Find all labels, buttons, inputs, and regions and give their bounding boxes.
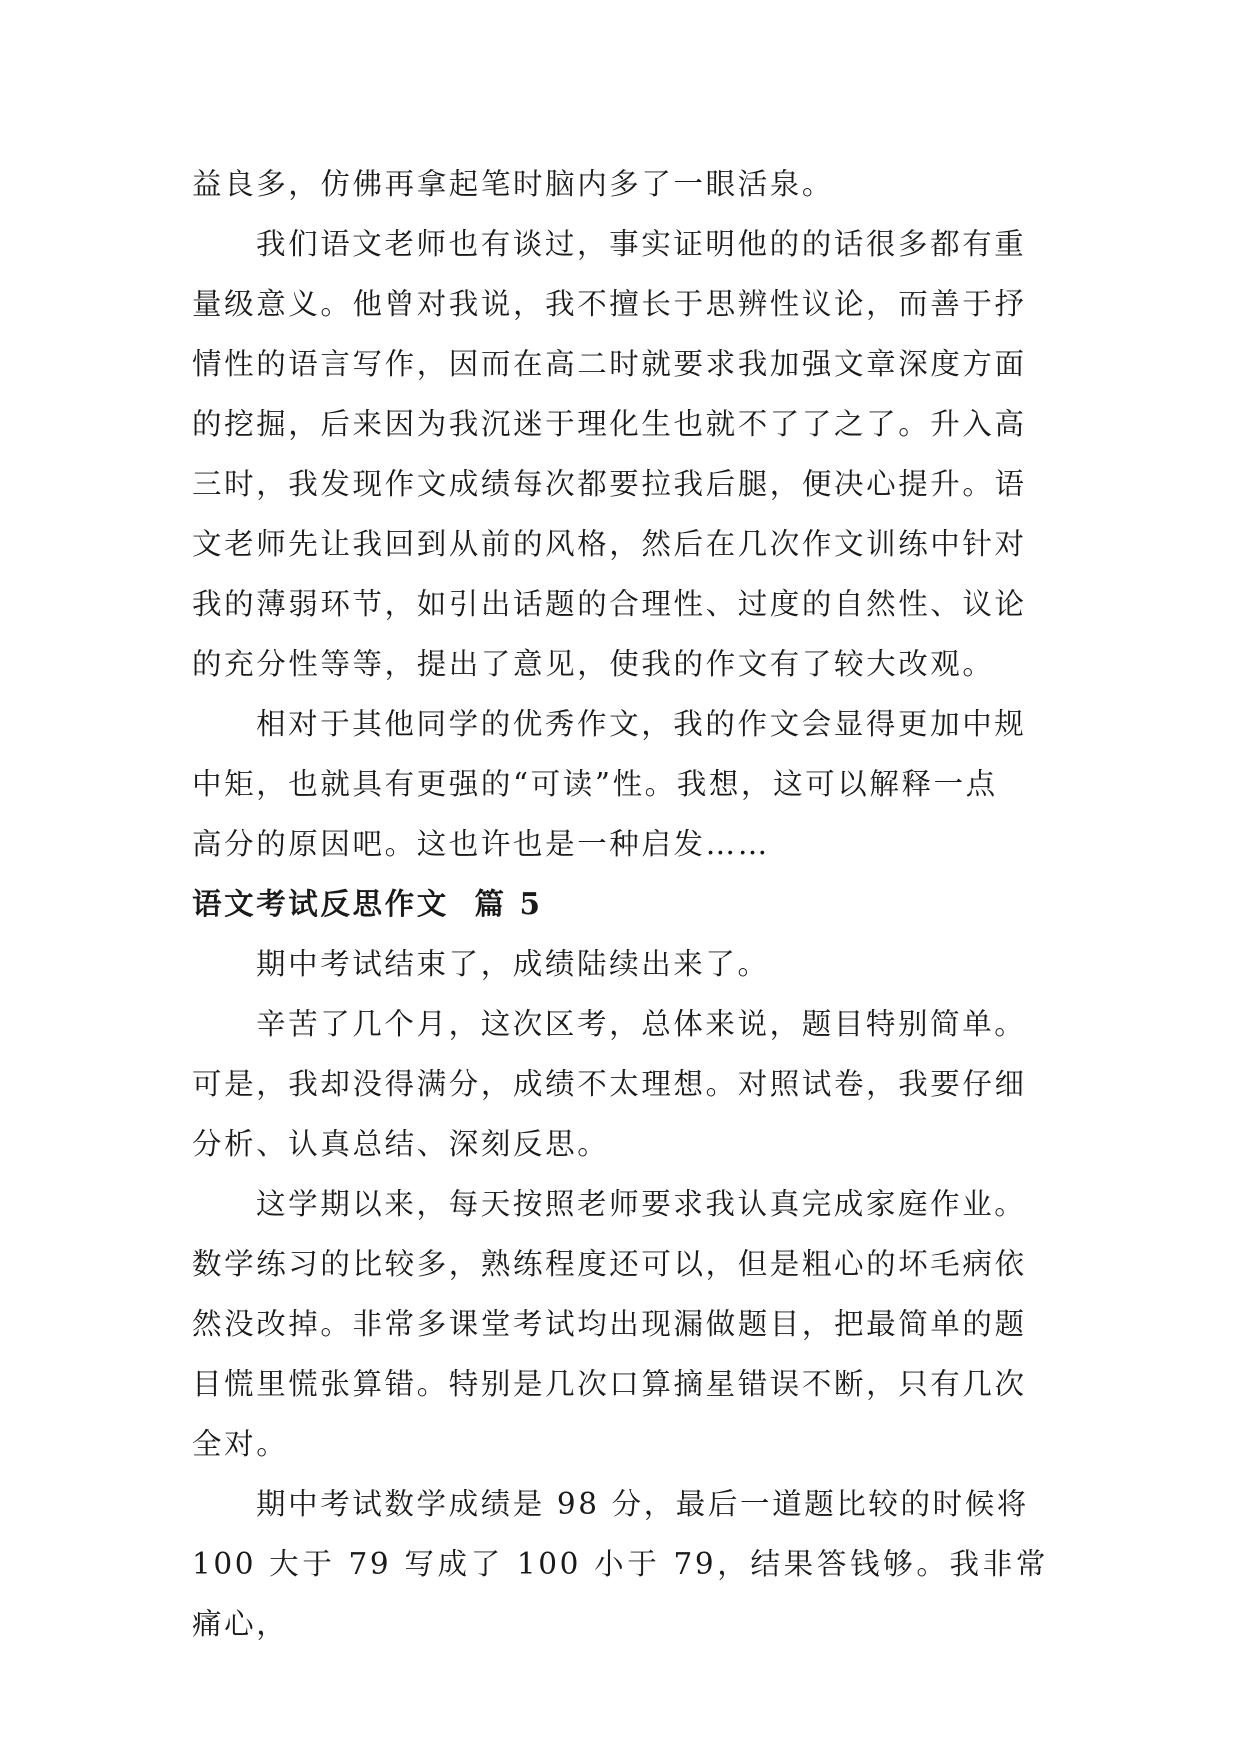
text-line: 益良多，仿佛再拿起笔时脑内多了一眼活泉。 — [192, 167, 835, 201]
text-line: 目慌里慌张算错。特别是几次口算摘星错误不断，只有几次 — [192, 1367, 1027, 1401]
text-line: 情性的语言写作，因而在高二时就要求我加强文章深度方面 — [192, 347, 1027, 381]
text-line: 相对于其他同学的优秀作文，我的作文会显得更加中规 — [256, 707, 1027, 741]
text-line: 分析、认真总结、深刻反思。 — [192, 1127, 610, 1161]
text-line: 文老师先让我回到从前的风格，然后在几次作文训练中针对 — [192, 527, 1027, 561]
text-line: 量级意义。他曾对我说，我不擅长于思辨性议论，而善于抒 — [192, 287, 1027, 321]
text-line: 辛苦了几个月，这次区考，总体来说，题目特别简单。 — [256, 1007, 1027, 1041]
paragraph-math-score — [192, 1474, 1048, 1654]
paragraph-readability — [192, 694, 1048, 874]
text-line: 的挖掘，后来因为我沉迷于理化生也就不了了之了。升入高 — [192, 407, 1027, 441]
text-line: 然没改掉。非常多课堂考试均出现漏做题目，把最简单的题 — [192, 1307, 1027, 1341]
paragraph-continuation — [192, 154, 1048, 214]
paragraph-exam-summary — [192, 994, 1048, 1174]
text-line: 100 大于 79 写成了 100 小于 79，结果答钱够。我非常痛心， — [192, 1547, 1048, 1641]
paragraph-teacher-advice — [192, 214, 1048, 694]
text-line: 三时，我发现作文成绩每次都要拉我后腿，便决心提升。语 — [192, 467, 1027, 501]
document-body — [192, 154, 1048, 1654]
text-line: 的充分性等等，提出了意见，使我的作文有了较大改观。 — [192, 647, 995, 681]
paragraph-homework — [192, 1174, 1048, 1474]
text-line: 数学练习的比较多，熟练程度还可以，但是粗心的坏毛病依 — [192, 1247, 1027, 1281]
text-line: 高分的原因吧。这也许也是一种启发…… — [192, 827, 770, 861]
text-line: 期中考试数学成绩是 98 分，最后一道题比较的时候将 — [256, 1487, 1029, 1521]
text-line: 期中考试结束了，成绩陆续出来了。 — [256, 947, 770, 981]
text-line: 这学期以来，每天按照老师要求我认真完成家庭作业。 — [256, 1187, 1027, 1221]
paragraph-exam-ended — [192, 934, 1048, 994]
section-heading: 语文考试反思作文 篇 5 — [192, 886, 543, 921]
text-line: 我的薄弱环节，如引出话题的合理性、过度的自然性、议论 — [192, 587, 1027, 621]
text-line: 可是，我却没得满分，成绩不太理想。对照试卷，我要仔细 — [192, 1067, 1027, 1101]
text-line: 我们语文老师也有谈过，事实证明他的的话很多都有重 — [256, 227, 1027, 261]
text-line: 中矩，也就具有更强的“可读”性。我想，这可以解释一点 — [192, 767, 998, 801]
text-line: 全对。 — [192, 1427, 289, 1461]
